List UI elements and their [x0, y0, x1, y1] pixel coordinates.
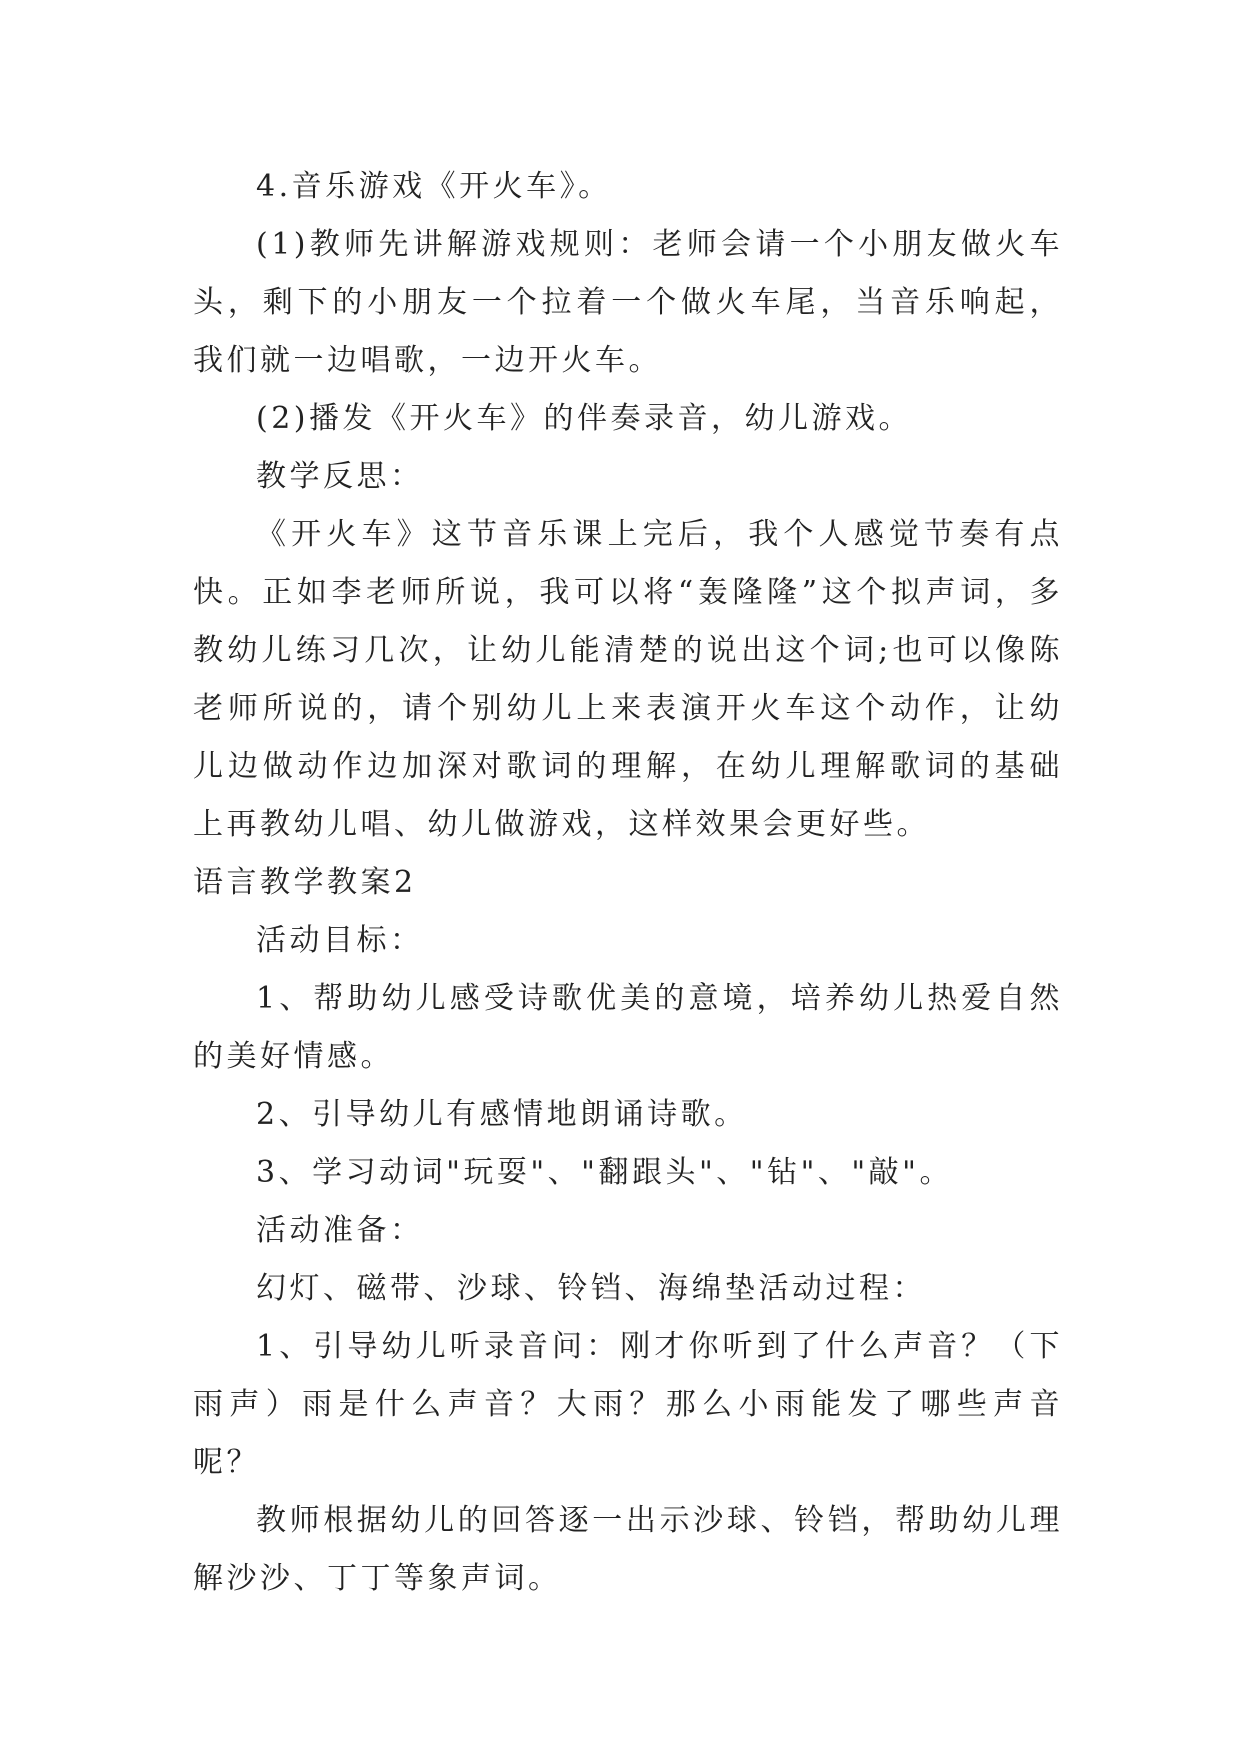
paragraph-music-game: 4.音乐游戏《开火车》。: [256, 169, 612, 204]
paragraph-play-recording: (2)播发《开火车》的伴奏录音，幼儿游戏。: [256, 401, 912, 436]
document-body: [193, 158, 1063, 1608]
paragraph-teacher-shows: 教师根据幼儿的回答逐一出示沙球、铃铛，帮助幼儿理解沙沙、丁丁等象声词。: [193, 1503, 1063, 1596]
paragraph-activity-goals-heading: 活动目标：: [256, 923, 424, 958]
paragraph-preparation-heading: 活动准备：: [256, 1213, 424, 1248]
section-title: 语言教学教案2: [193, 865, 417, 900]
paragraph-goal-2: 2、引导幼儿有感情地朗诵诗歌。: [256, 1097, 748, 1132]
paragraph-goal-3: 3、学习动词"玩耍"、"翻跟头"、"钻"、"敲"。: [256, 1155, 953, 1190]
paragraph-game-rules: (1)教师先讲解游戏规则：老师会请一个小朋友做火车头，剩下的小朋友一个拉着一个做火车尾，当音乐响起，我们就一边唱歌，一边开火车。: [193, 227, 1063, 378]
paragraph-materials: 幻灯、磁带、沙球、铃铛、海绵垫活动过程：: [256, 1271, 926, 1306]
paragraph-goal-1: 1、帮助幼儿感受诗歌优美的意境，培养幼儿热爱自然的美好情感。: [193, 981, 1063, 1074]
paragraph-reflection-heading: 教学反思：: [256, 459, 424, 494]
paragraph-step-1: 1、引导幼儿听录音问：刚才你听到了什么声音？（下雨声）雨是什么声音？大雨？那么小雨能发了哪些声音呢？: [193, 1329, 1063, 1480]
paragraph-reflection-body: 《开火车》这节音乐课上完后，我个人感觉节奏有点快。正如李老师所说，我可以将“轰隆隆”这个拟声词，多教幼儿练习几次，让幼儿能清楚的说出这个词;也可以像陈老师所说的，请个别幼儿上来表演开火车这个动作，让幼儿边做动作边加深对歌词的理解，在幼儿理解歌词的基础上再教幼儿唱、幼儿做游戏，这样效果会更好些。: [193, 517, 1063, 842]
